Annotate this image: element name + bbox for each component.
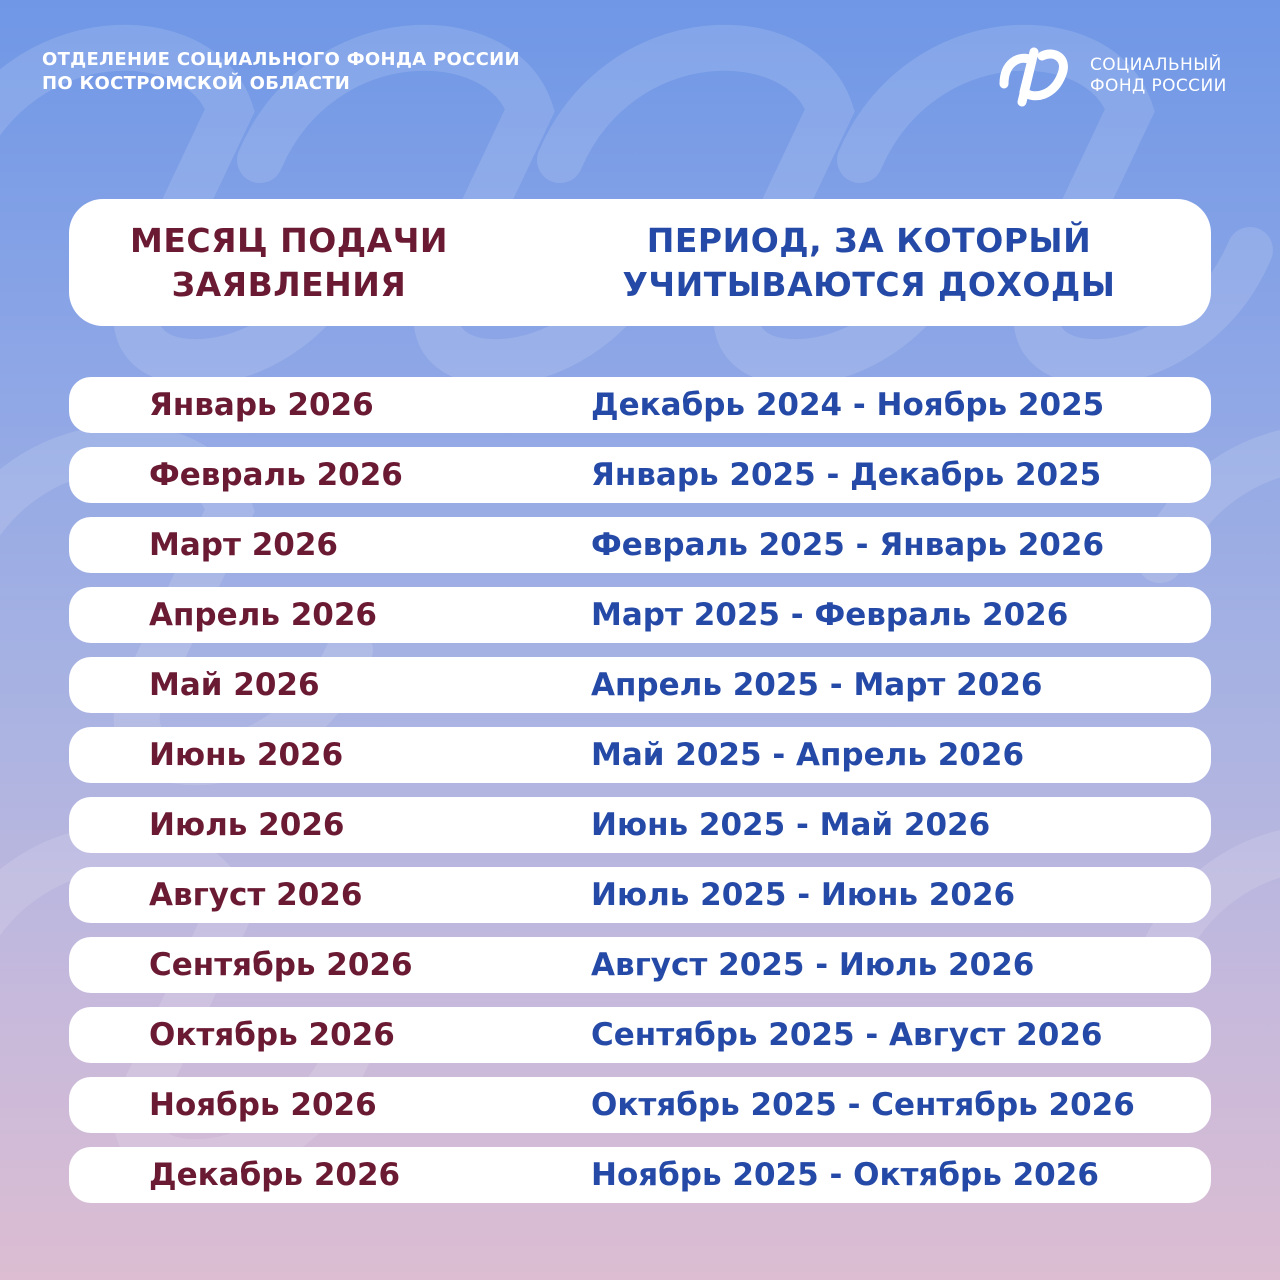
- brand-name: [1090, 55, 1227, 97]
- row-period: Апрель 2025 - Март 2026: [591, 667, 1043, 703]
- table-row: [69, 587, 1211, 643]
- row-period: Май 2025 - Апрель 2026: [591, 737, 1025, 773]
- row-month: Ноябрь 2026: [149, 1087, 377, 1123]
- table-row: [69, 867, 1211, 923]
- row-period: Декабрь 2024 - Ноябрь 2025: [591, 387, 1105, 423]
- organization-line-1: ОТДЕЛЕНИЕ СОЦИАЛЬНОГО ФОНДА РОССИИ: [42, 49, 520, 70]
- table-row: [69, 1147, 1211, 1203]
- row-month: Январь 2026: [149, 387, 374, 423]
- header-period-column: [569, 199, 1169, 326]
- row-period: Январь 2025 - Декабрь 2025: [591, 457, 1102, 493]
- table-row: [69, 657, 1211, 713]
- row-month: Август 2026: [149, 877, 363, 913]
- row-period: Март 2025 - Февраль 2026: [591, 597, 1069, 633]
- row-period: Октябрь 2025 - Сентябрь 2026: [591, 1087, 1135, 1123]
- table-row: [69, 1077, 1211, 1133]
- table-header: [69, 199, 1211, 326]
- row-period: Июнь 2025 - Май 2026: [591, 807, 991, 843]
- header-month-line-2: ЗАЯВЛЕНИЯ: [171, 264, 407, 304]
- table-row: [69, 1007, 1211, 1063]
- sfr-logo-icon: [998, 44, 1078, 108]
- row-month: Декабрь 2026: [149, 1157, 401, 1193]
- brand-logo: [998, 44, 1227, 108]
- table-row: [69, 797, 1211, 853]
- table-row: [69, 727, 1211, 783]
- organization-line-2: ПО КОСТРОМСКОЙ ОБЛАСТИ: [42, 73, 351, 94]
- organization-name: [42, 48, 520, 96]
- header-period-line-2: УЧИТЫВАЮТСЯ ДОХОДЫ: [622, 264, 1116, 304]
- row-month: Февраль 2026: [149, 457, 403, 493]
- row-period: Ноябрь 2025 - Октябрь 2026: [591, 1157, 1099, 1193]
- header-period-line-1: ПЕРИОД, ЗА КОТОРЫЙ: [646, 220, 1092, 260]
- brand-line-2: ФОНД РОССИИ: [1090, 76, 1227, 96]
- table-row: [69, 517, 1211, 573]
- row-month: Сентябрь 2026: [149, 947, 413, 983]
- table-row: [69, 377, 1211, 433]
- row-period: Февраль 2025 - Январь 2026: [591, 527, 1105, 563]
- row-month: Март 2026: [149, 527, 338, 563]
- row-period: Июль 2025 - Июнь 2026: [591, 877, 1016, 913]
- row-month: Июнь 2026: [149, 737, 344, 773]
- table-row: [69, 447, 1211, 503]
- header-month-line-1: МЕСЯЦ ПОДАЧИ: [129, 220, 448, 260]
- row-month: Апрель 2026: [149, 597, 378, 633]
- brand-line-1: СОЦИАЛЬНЫЙ: [1090, 55, 1222, 75]
- row-month: Июль 2026: [149, 807, 345, 843]
- row-period: Сентябрь 2025 - Август 2026: [591, 1017, 1103, 1053]
- table-row: [69, 937, 1211, 993]
- row-period: Август 2025 - Июль 2026: [591, 947, 1035, 983]
- header-month-column: [89, 199, 489, 326]
- row-month: Октябрь 2026: [149, 1017, 395, 1053]
- row-month: Май 2026: [149, 667, 320, 703]
